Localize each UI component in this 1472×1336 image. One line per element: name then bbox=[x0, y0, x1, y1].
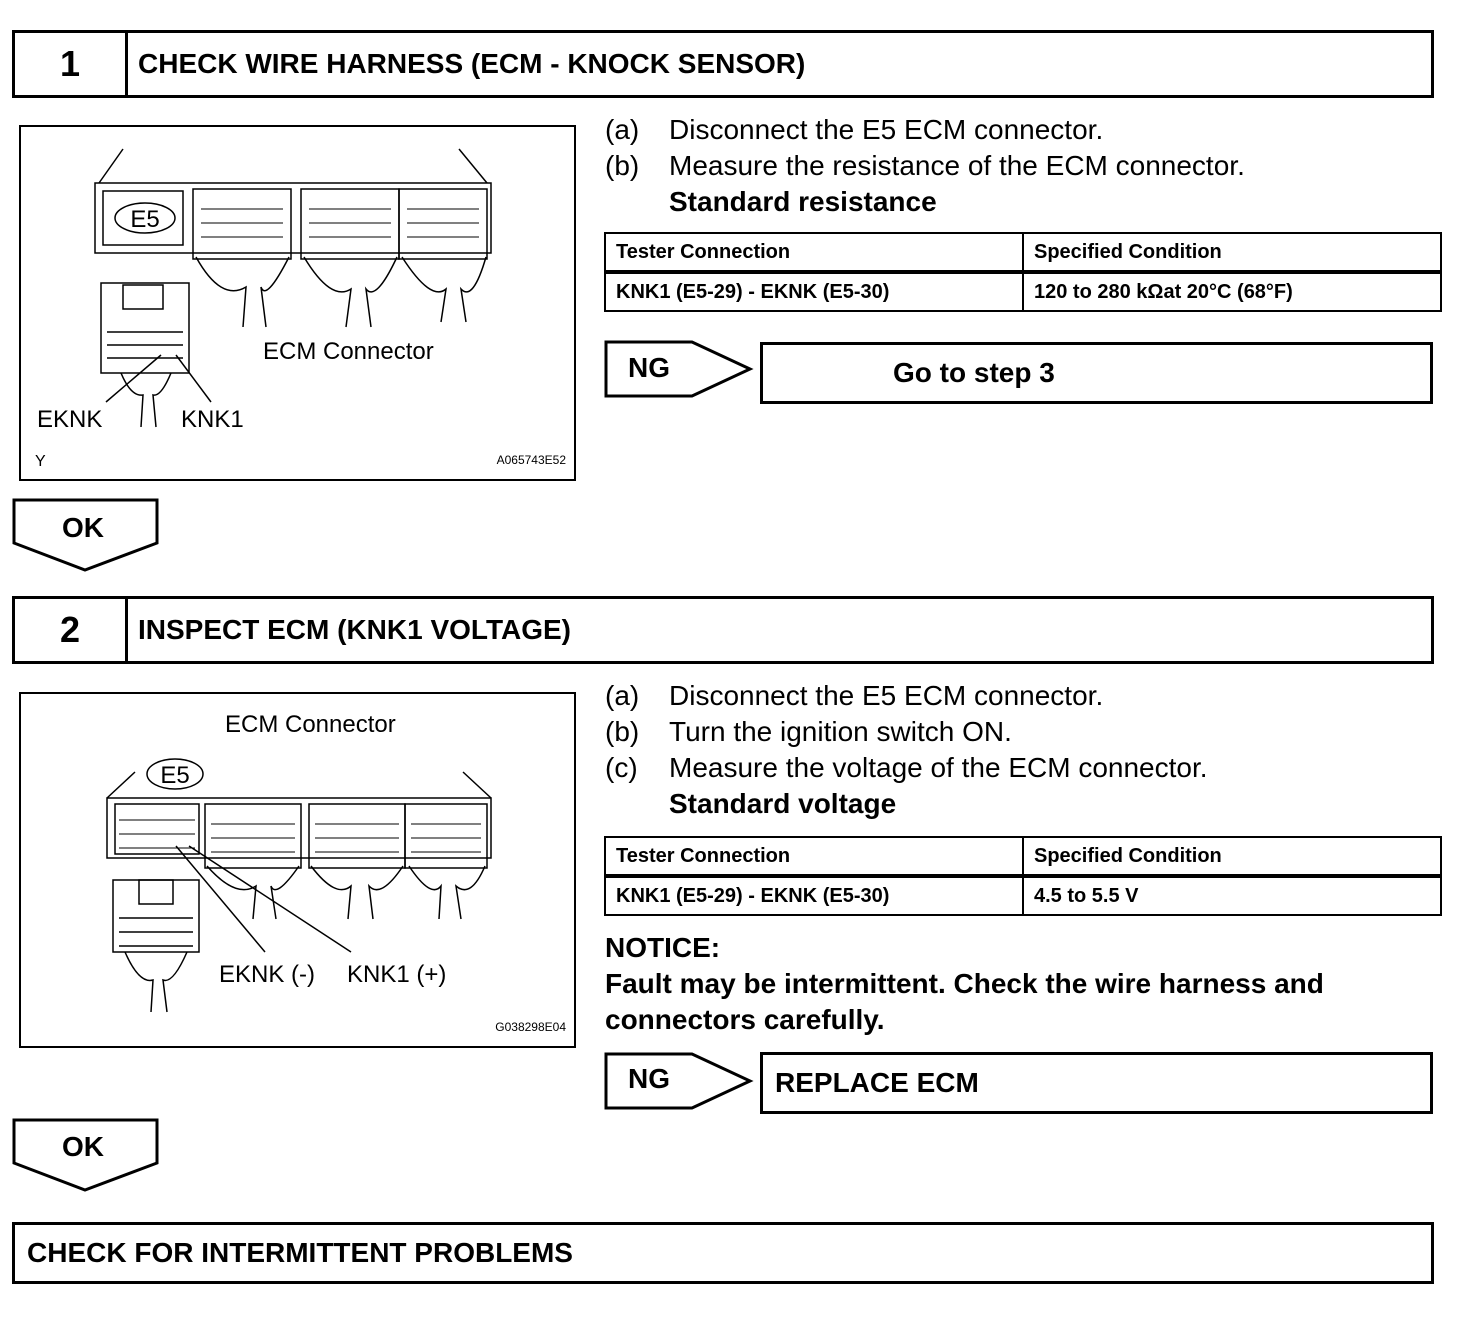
table-cell: KNK1 (E5-29) - EKNK (E5-30) bbox=[605, 272, 1023, 311]
figure-code: A065743E52 bbox=[496, 453, 566, 467]
instruction-a: (a) Disconnect the E5 ECM connector. bbox=[605, 680, 1104, 711]
check-intermittent-problems-box[interactable]: CHECK FOR INTERMITTENT PROBLEMS bbox=[12, 1222, 1434, 1284]
connector-diagram-2 bbox=[21, 694, 574, 1046]
voltage-table bbox=[604, 836, 1442, 916]
step-1-instructions bbox=[605, 112, 1445, 220]
ng-label: NG bbox=[628, 352, 670, 383]
notice bbox=[605, 930, 1435, 1038]
step-title: INSPECT ECM (KNK1 VOLTAGE) bbox=[138, 614, 571, 645]
pin-label-eknk: EKNK bbox=[37, 406, 103, 433]
connector-id-e5: E5 bbox=[160, 762, 190, 789]
ok-label: OK bbox=[62, 512, 104, 543]
ecm-connector-figure-2 bbox=[19, 692, 576, 1048]
ecm-connector-label: ECM Connector bbox=[225, 711, 396, 738]
step-2-header bbox=[12, 596, 1434, 664]
ecm-connector-label: ECM Connector bbox=[263, 338, 434, 365]
instruction-a: (a) Disconnect the E5 ECM connector. bbox=[605, 114, 1104, 145]
ng-arrow-1 bbox=[604, 340, 754, 400]
step-number: 1 bbox=[15, 33, 128, 95]
ng-label: NG bbox=[628, 1063, 670, 1094]
ng-arrow-2 bbox=[604, 1052, 754, 1112]
instruction-c: (c) Measure the voltage of the ECM connector. bbox=[605, 752, 1208, 783]
figure-corner-mark: Y bbox=[35, 453, 46, 470]
step-number: 2 bbox=[15, 599, 128, 661]
notice-title: NOTICE: bbox=[605, 932, 721, 963]
table-cell: 120 to 280 kΩat 20°C (68°F) bbox=[1023, 272, 1441, 311]
ecm-connector-figure-1 bbox=[19, 125, 576, 481]
figure-code: G038298E04 bbox=[495, 1020, 566, 1034]
table-row bbox=[605, 876, 1441, 915]
notice-text: Fault may be intermittent. Check the wire harness and connectors carefully. bbox=[605, 968, 1324, 1035]
connector-id-e5: E5 bbox=[130, 206, 160, 233]
standard-label: Standard resistance bbox=[669, 186, 937, 217]
step-2-instructions bbox=[605, 678, 1445, 822]
instruction-b: (b) Turn the ignition switch ON. bbox=[605, 716, 1012, 747]
pin-label-knk1: KNK1 bbox=[181, 406, 244, 433]
go-to-step-3-box[interactable]: Go to step 3 bbox=[760, 342, 1433, 404]
connector-diagram-1 bbox=[21, 127, 574, 479]
pin-label-knk1: KNK1 (+) bbox=[347, 961, 447, 988]
pin-label-eknk: EKNK (-) bbox=[219, 961, 315, 988]
resistance-table bbox=[604, 232, 1442, 312]
table-header: Specified Condition bbox=[1023, 837, 1441, 876]
table-header: Tester Connection bbox=[605, 233, 1023, 272]
replace-ecm-box[interactable]: REPLACE ECM bbox=[760, 1052, 1433, 1114]
table-header: Tester Connection bbox=[605, 837, 1023, 876]
step-1-header bbox=[12, 30, 1434, 98]
step-title: CHECK WIRE HARNESS (ECM - KNOCK SENSOR) bbox=[138, 48, 806, 79]
instruction-b: (b) Measure the resistance of the ECM connector. bbox=[605, 150, 1245, 181]
table-header: Specified Condition bbox=[1023, 233, 1441, 272]
standard-label: Standard voltage bbox=[669, 788, 897, 819]
ok-label: OK bbox=[62, 1131, 104, 1162]
table-row bbox=[605, 272, 1441, 311]
table-cell: 4.5 to 5.5 V bbox=[1023, 876, 1441, 915]
table-cell: KNK1 (E5-29) - EKNK (E5-30) bbox=[605, 876, 1023, 915]
